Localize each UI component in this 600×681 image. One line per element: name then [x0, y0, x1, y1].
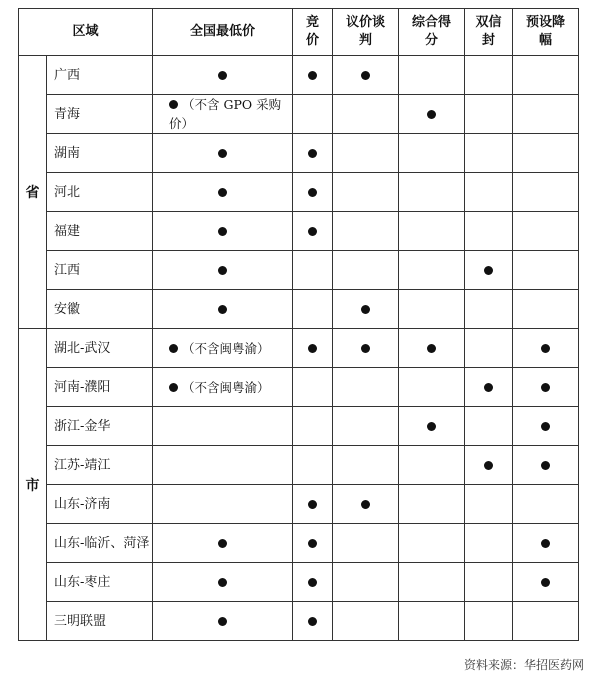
- dot-icon: [361, 500, 370, 509]
- preset-reduction-cell: [513, 485, 579, 524]
- header-national-min: 全国最低价: [153, 9, 293, 56]
- national-min-cell: [153, 368, 293, 407]
- dot-icon: [541, 461, 550, 470]
- region-cell: 湖北-武汉: [47, 329, 153, 368]
- header-double-envelope: 双信 封: [465, 9, 513, 56]
- preset-reduction-cell: [513, 56, 579, 95]
- dot-icon: [218, 227, 227, 236]
- national-min-cell: [153, 329, 293, 368]
- dot-icon: [308, 149, 317, 158]
- table-row: [19, 173, 579, 212]
- negotiation-cell: [333, 290, 399, 329]
- national-min-note: （不含闽粤渝）: [182, 379, 270, 395]
- preset-reduction-cell: [513, 212, 579, 251]
- national-min-cell: [153, 95, 293, 134]
- preset-reduction-cell: [513, 251, 579, 290]
- negotiation-cell: [333, 251, 399, 290]
- double-envelope-cell: [465, 407, 513, 446]
- composite-score-cell: [399, 173, 465, 212]
- preset-reduction-cell: [513, 290, 579, 329]
- table-row: [19, 56, 579, 95]
- negotiation-cell: [333, 56, 399, 95]
- dot-icon: [361, 71, 370, 80]
- bidding-cell: [293, 446, 333, 485]
- composite-score-cell: [399, 602, 465, 641]
- table-row: [19, 329, 579, 368]
- table-row: [19, 290, 579, 329]
- header-bidding: 竞 价: [293, 9, 333, 56]
- table-row: [19, 212, 579, 251]
- composite-score-cell: [399, 368, 465, 407]
- bidding-cell: [293, 56, 333, 95]
- dot-icon: [427, 422, 436, 431]
- region-cell: 青海: [47, 95, 153, 134]
- national-min-cell: [153, 602, 293, 641]
- composite-score-cell: [399, 446, 465, 485]
- national-min-cell: [153, 446, 293, 485]
- composite-score-cell: [399, 290, 465, 329]
- dot-icon: [484, 266, 493, 275]
- dot-icon: [218, 578, 227, 587]
- preset-reduction-cell: [513, 329, 579, 368]
- double-envelope-cell: [465, 290, 513, 329]
- dot-icon: [541, 539, 550, 548]
- region-cell: 浙江-金华: [47, 407, 153, 446]
- header-row: [19, 9, 579, 56]
- region-cell: 山东-济南: [47, 485, 153, 524]
- bidding-cell: [293, 329, 333, 368]
- procurement-methods-table: [18, 8, 579, 641]
- national-min-cell: [153, 173, 293, 212]
- composite-score-cell: [399, 56, 465, 95]
- bidding-cell: [293, 95, 333, 134]
- table-row: [19, 407, 579, 446]
- header-preset-reduction: 预设降 幅: [513, 9, 579, 56]
- dot-icon: [484, 461, 493, 470]
- region-cell: 三明联盟: [47, 602, 153, 641]
- dot-icon: [361, 305, 370, 314]
- dot-icon: [218, 71, 227, 80]
- preset-reduction-cell: [513, 524, 579, 563]
- negotiation-cell: [333, 446, 399, 485]
- double-envelope-cell: [465, 563, 513, 602]
- bidding-cell: [293, 368, 333, 407]
- negotiation-cell: [333, 95, 399, 134]
- region-cell: 河南-濮阳: [47, 368, 153, 407]
- dot-icon: [169, 100, 178, 109]
- group-label: 省: [19, 56, 47, 329]
- table-row: [19, 95, 579, 134]
- composite-score-cell: [399, 485, 465, 524]
- table-row: [19, 602, 579, 641]
- dot-icon: [218, 188, 227, 197]
- bidding-cell: [293, 212, 333, 251]
- preset-reduction-cell: [513, 368, 579, 407]
- negotiation-cell: [333, 524, 399, 563]
- preset-reduction-cell: [513, 446, 579, 485]
- double-envelope-cell: [465, 56, 513, 95]
- negotiation-cell: [333, 407, 399, 446]
- dot-icon: [308, 344, 317, 353]
- dot-icon: [484, 383, 493, 392]
- dot-icon: [427, 344, 436, 353]
- region-cell: 江苏-靖江: [47, 446, 153, 485]
- dot-icon: [541, 422, 550, 431]
- dot-icon: [308, 578, 317, 587]
- double-envelope-cell: [465, 368, 513, 407]
- dot-icon: [308, 500, 317, 509]
- composite-score-cell: [399, 329, 465, 368]
- preset-reduction-cell: [513, 407, 579, 446]
- preset-reduction-cell: [513, 95, 579, 134]
- composite-score-cell: [399, 407, 465, 446]
- double-envelope-cell: [465, 95, 513, 134]
- national-min-cell: [153, 290, 293, 329]
- negotiation-cell: [333, 212, 399, 251]
- national-min-cell: [153, 134, 293, 173]
- national-min-note: （不含 GPO 采购价）: [169, 97, 282, 131]
- composite-score-cell: [399, 134, 465, 173]
- dot-icon: [218, 149, 227, 158]
- double-envelope-cell: [465, 602, 513, 641]
- group-label: 市: [19, 329, 47, 641]
- region-cell: 安徽: [47, 290, 153, 329]
- preset-reduction-cell: [513, 602, 579, 641]
- double-envelope-cell: [465, 134, 513, 173]
- national-min-cell: [153, 407, 293, 446]
- table-row: [19, 251, 579, 290]
- source-note: 资料来源：华招医药网: [463, 658, 584, 672]
- dot-icon: [361, 344, 370, 353]
- region-cell: 河北: [47, 173, 153, 212]
- negotiation-cell: [333, 602, 399, 641]
- dot-icon: [308, 617, 317, 626]
- negotiation-cell: [333, 134, 399, 173]
- composite-score-cell: [399, 524, 465, 563]
- negotiation-cell: [333, 173, 399, 212]
- dot-icon: [169, 344, 178, 353]
- dot-icon: [308, 227, 317, 236]
- bidding-cell: [293, 602, 333, 641]
- double-envelope-cell: [465, 524, 513, 563]
- header-negotiation: 议价谈 判: [333, 9, 399, 56]
- dot-icon: [308, 539, 317, 548]
- region-cell: 山东-枣庄: [47, 563, 153, 602]
- national-min-cell: [153, 212, 293, 251]
- preset-reduction-cell: [513, 134, 579, 173]
- negotiation-cell: [333, 485, 399, 524]
- negotiation-cell: [333, 563, 399, 602]
- region-cell: 江西: [47, 251, 153, 290]
- dot-icon: [427, 110, 436, 119]
- negotiation-cell: [333, 329, 399, 368]
- table-row: [19, 446, 579, 485]
- table-body: [19, 56, 579, 641]
- double-envelope-cell: [465, 173, 513, 212]
- table-row: [19, 134, 579, 173]
- table-row: [19, 368, 579, 407]
- national-min-cell: [153, 56, 293, 95]
- dot-icon: [218, 617, 227, 626]
- bidding-cell: [293, 251, 333, 290]
- double-envelope-cell: [465, 212, 513, 251]
- dot-icon: [218, 305, 227, 314]
- table-row: [19, 563, 579, 602]
- dot-icon: [541, 344, 550, 353]
- region-cell: 广西: [47, 56, 153, 95]
- bidding-cell: [293, 524, 333, 563]
- double-envelope-cell: [465, 329, 513, 368]
- table-row: [19, 485, 579, 524]
- bidding-cell: [293, 134, 333, 173]
- dot-icon: [541, 383, 550, 392]
- region-cell: 湖南: [47, 134, 153, 173]
- negotiation-cell: [333, 368, 399, 407]
- national-min-note: （不含闽粤渝）: [182, 340, 270, 356]
- table-row: [19, 524, 579, 563]
- national-min-cell: [153, 563, 293, 602]
- region-cell: 山东-临沂、菏泽: [47, 524, 153, 563]
- preset-reduction-cell: [513, 173, 579, 212]
- dot-icon: [218, 539, 227, 548]
- dot-icon: [308, 71, 317, 80]
- composite-score-cell: [399, 563, 465, 602]
- double-envelope-cell: [465, 251, 513, 290]
- dot-icon: [541, 578, 550, 587]
- double-envelope-cell: [465, 446, 513, 485]
- bidding-cell: [293, 290, 333, 329]
- national-min-cell: [153, 524, 293, 563]
- composite-score-cell: [399, 212, 465, 251]
- bidding-cell: [293, 173, 333, 212]
- national-min-cell: [153, 485, 293, 524]
- header-composite-score: 综合得 分: [399, 9, 465, 56]
- header-region: 区域: [19, 9, 153, 56]
- region-cell: 福建: [47, 212, 153, 251]
- bidding-cell: [293, 563, 333, 602]
- composite-score-cell: [399, 251, 465, 290]
- national-min-cell: [153, 251, 293, 290]
- dot-icon: [218, 266, 227, 275]
- preset-reduction-cell: [513, 563, 579, 602]
- dot-icon: [308, 188, 317, 197]
- double-envelope-cell: [465, 485, 513, 524]
- bidding-cell: [293, 407, 333, 446]
- dot-icon: [169, 383, 178, 392]
- composite-score-cell: [399, 95, 465, 134]
- bidding-cell: [293, 485, 333, 524]
